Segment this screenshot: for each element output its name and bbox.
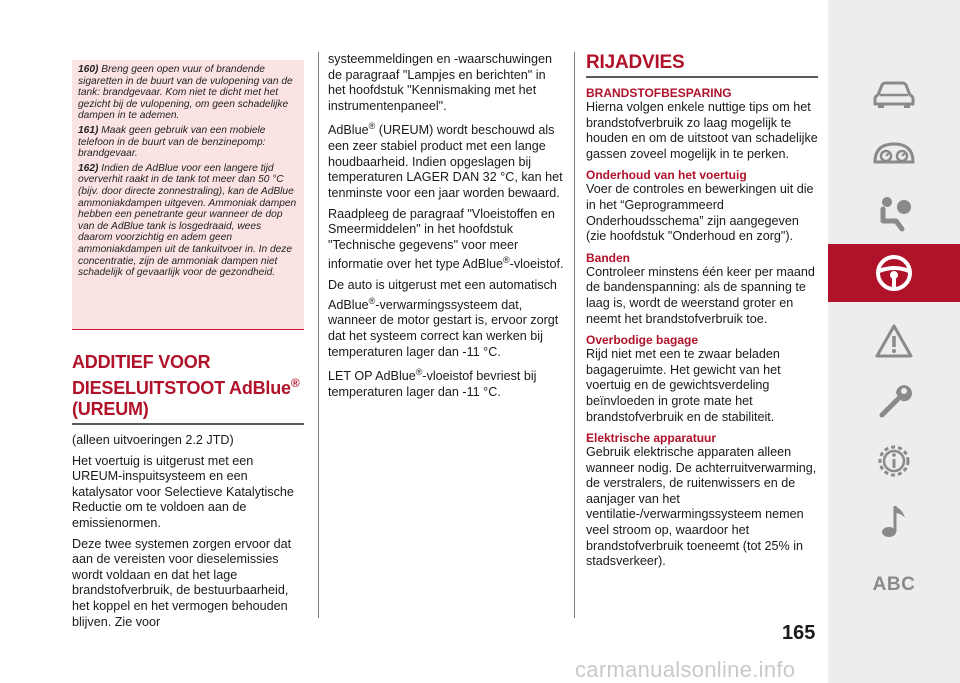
para-elektrisch: Gebruik elektrische apparaten alleen wanneer nodig. De achterruitverwarming, de verstralers, de ruitenwissers en de aanjager van het ventilatie-/verwarmingssysteem nemen veel stroom op, waardoor het brandstofverbruik toeneemt (tot 25% in stadsverkeer). (586, 445, 817, 569)
tab-multimedia[interactable] (828, 492, 960, 550)
subheading-banden: Banden (586, 250, 631, 265)
rijadvies-title-rule (586, 76, 818, 78)
tab-emergency[interactable] (828, 312, 960, 370)
rijadvies-title: RIJADVIES (586, 52, 685, 73)
adblue-title: ADDITIEF VOOR DIESELUITSTOOT AdBlue® (UREUM) (72, 352, 300, 419)
column-divider-1 (318, 52, 319, 618)
tab-maintenance[interactable] (828, 372, 960, 430)
wrench-icon (874, 381, 914, 421)
para-onderhoud: Voer de controles en bewerkingen uit die in het “Geprogrammeerd Onderhoudsschema” zijn aangegeven (zie hoofdstuk "Onderhoud en zorg"). (586, 182, 814, 244)
adblue-section (72, 352, 304, 635)
rijadvies-intro: Hierna volgen enkele nuttige tips om het brandstofverbruik zo laag mogelijk te houden en om de uitstoot van schadelijke gassen zoveel mogelijk in te perken. (586, 100, 818, 161)
steering-wheel-icon (874, 253, 914, 293)
instrument-panel-icon (871, 138, 917, 168)
warning-triangle-icon (874, 323, 914, 359)
airbag-seat-icon (874, 193, 914, 233)
tab-car[interactable] (828, 64, 960, 122)
rijadvies-subtitle: BRANDSTOFBESPARING (586, 86, 732, 100)
tab-technical-data[interactable] (828, 432, 960, 490)
adblue-para-2: Het voertuig is uitgerust met een UREUM-inspuitsysteem en een katalysator voor Selectieve Katalytische Reductie om te voldoen aan de emissienormen. (72, 453, 294, 530)
column-divider-2 (574, 52, 575, 618)
info-gear-icon (874, 441, 914, 481)
adblue-title-rule (72, 423, 304, 425)
music-note-icon (879, 501, 909, 541)
warning-box (72, 60, 304, 330)
warning-note-161: 161) Maak geen gebruik van een mobiele telefoon in de buurt van de benzinepomp: brandgevaar. (78, 124, 266, 160)
col2-para-1: systeemmeldingen en -waarschuwingen de paragraaf "Lampjes en berichten" in het hoofdstuk "Kennismaking met het instrumentenpaneel". (328, 52, 553, 113)
subheading-bagage: Overbodige bagage (586, 333, 699, 348)
adblue-para-3: Deze twee systemen zorgen ervoor dat aan de vereisten voor dieselemissies wordt voldaan en dat het lage brandstofverbruik, de bestuurbaarheid, het koppel en het vermogen behouden blijven. Zie voor (72, 536, 292, 629)
warning-note-160: 160) Breng geen open vuur of brandende sigaretten in de buurt van de vulopening van de tank: brandgevaar. Kom niet te dicht met het gezicht bij de vulopening, om geen schadelijke dampen in te ademen. (78, 64, 293, 122)
col2-para-4: De auto is uitgerust met een automatisch AdBlue®-verwarmingssysteem dat, wanneer de motor gestart is, ervoor zorgt dat het systeem correct kan werken bij temperaturen lager dan -11 °C. (328, 278, 559, 359)
tab-driving[interactable] (828, 244, 960, 302)
warning-note-162: 162) Indien de AdBlue voor een langere tijd oververhit raakt in de tank tot meer dan 50 °C (bijv. door directe zonnestraling), kan de AdBlue ammoniakdampen uitgeven. Ammoniak dampen hebben een penetrante geur wanneer de dop van de AdBlue tank is losgedraaid, wees daarom voorzichtig en adem geen ammoniakdampen uit de tankuitvoer in. In deze concentratie, zijn de ammoniak dampen niet schadelijk of gevaarlijk voor de gezondheid. (78, 162, 297, 279)
tab-safety[interactable] (828, 184, 960, 242)
tab-index[interactable] (828, 556, 960, 614)
subheading-onderhoud: Onderhoud van het voertuig (586, 168, 747, 183)
watermark: carmanualsonline.info (575, 657, 796, 682)
rijadvies-section (586, 52, 818, 575)
subheading-elektrisch: Elektrische apparatuur (586, 431, 717, 446)
adblue-para-1: (alleen uitvoeringen 2.2 JTD) (72, 433, 234, 447)
col2-para-3: Raadpleeg de paragraaf "Vloeistoffen en Smeermiddelen" in het hoofdstuk "Technische gegevens" voor meer informatie over het type AdBlue®-vloeistof. (328, 206, 564, 272)
adblue-continued (328, 52, 564, 406)
index-abc-label: ABC (872, 574, 916, 595)
para-bagage: Rijd niet met een te zwaar beladen bagageruimte. Het gewicht van het voertuig en de gewichtsverdeling beïnvloeden in grote mate het brandstofverbruik en de stabiliteit. (586, 347, 781, 424)
para-banden: Controleer minstens één keer per maand de bandenspanning: als de spanning te laag is, wordt de weerstand groter en neemt het brandstofverbruik toe. (586, 264, 815, 326)
car-icon (872, 77, 916, 109)
col2-para-2: AdBlue® (UREUM) wordt beschouwd als een zeer stabiel product met een lange houdbaarheid. Indien opgeslagen bij temperaturen LAGER DAN 32 °C, kan het tenminste voor een jaar worden bewaard. (328, 121, 563, 200)
page-number: 165 (782, 622, 816, 644)
tab-instruments[interactable] (828, 124, 960, 182)
col2-para-5: LET OP AdBlue®-vloeistof bevriest bij temperaturen lager dan -11 °C. (328, 367, 537, 400)
